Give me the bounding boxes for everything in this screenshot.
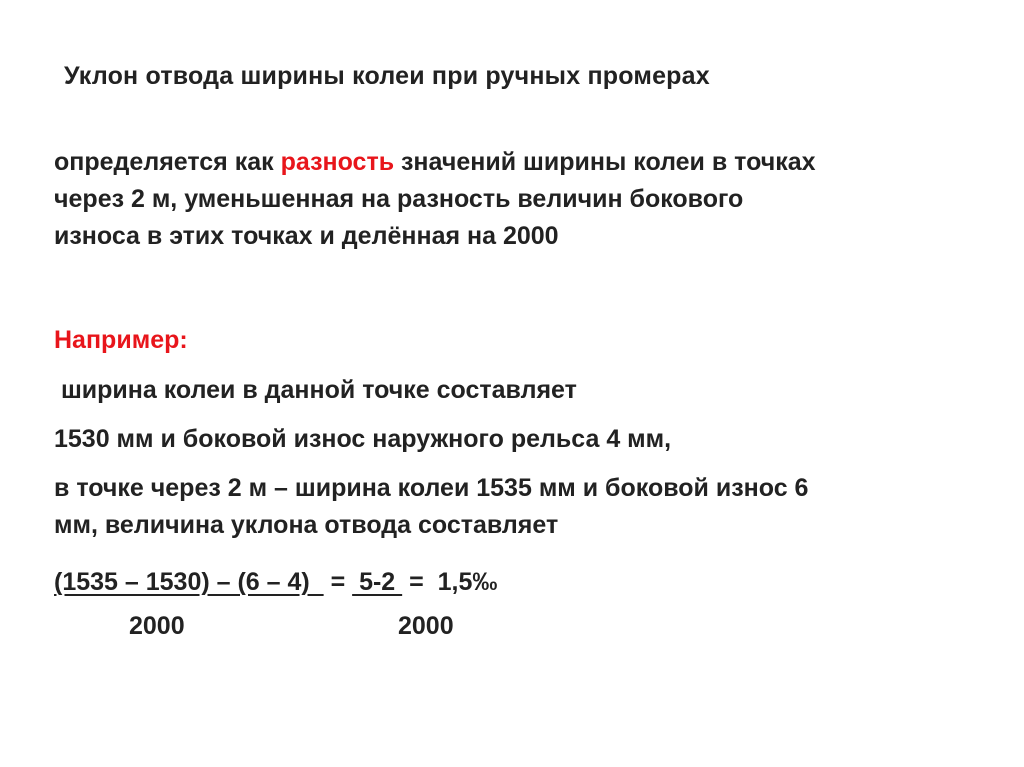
- definition-line-1: [54, 144, 816, 181]
- formula-denominator-1: 2000: [129, 612, 185, 640]
- highlight-word: разность: [280, 148, 395, 176]
- example-heading: Например:: [54, 326, 188, 354]
- formula-equals-1: =: [323, 568, 353, 596]
- example-line-1: ширина колеи в данной точке составляет: [54, 376, 577, 404]
- formula-numerator-row: [54, 564, 497, 601]
- slide-title: Уклон отвода ширины колеи при ручных промерах: [64, 62, 710, 90]
- definition-text-a: определяется как: [54, 148, 281, 176]
- example-paragraph: [54, 372, 808, 544]
- definition-paragraph: [54, 144, 816, 255]
- formula-result: = 1,5‰: [402, 568, 498, 596]
- definition-line-2: через 2 м, уменьшенная на разность величин бокового: [54, 185, 744, 213]
- formula-numerator-1: (1535 – 1530) – (6 – 4): [54, 568, 324, 596]
- definition-line-3: износа в этих точках и делённая на 2000: [54, 222, 559, 250]
- example-line-4: мм, величина уклона отвода составляет: [54, 511, 559, 539]
- formula-numerator-2: 5-2: [352, 568, 403, 596]
- example-line-3: в точке через 2 м – ширина колеи 1535 мм и боковой износ 6: [54, 474, 809, 502]
- formula-denominator-2: 2000: [398, 612, 454, 640]
- example-line-2: 1530 мм и боковой износ наружного рельса 4 мм,: [54, 425, 672, 453]
- definition-text-b: значений ширины колеи в точках: [394, 148, 816, 176]
